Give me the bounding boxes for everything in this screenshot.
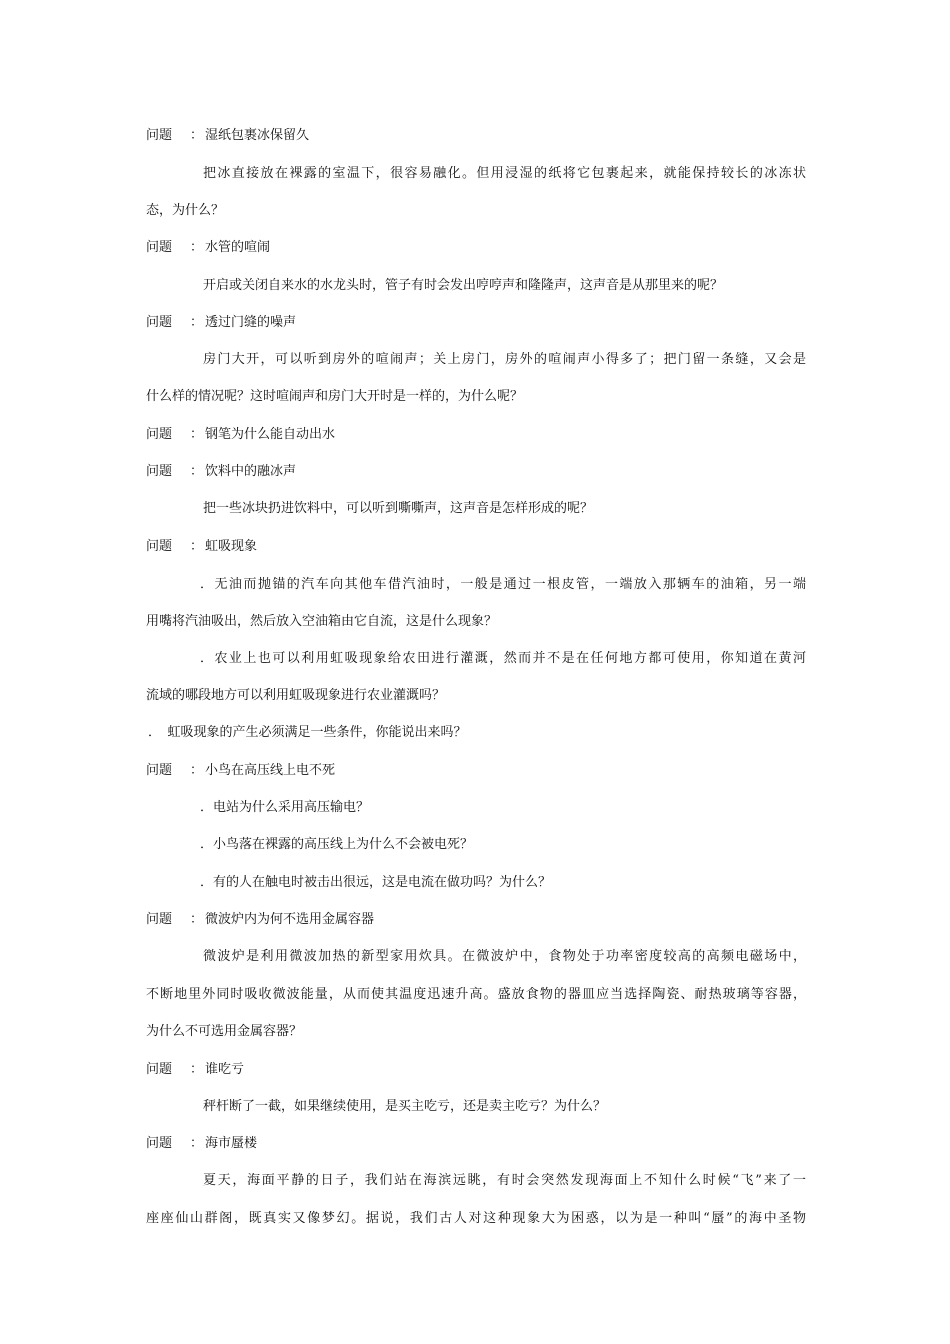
question-title: 水管的喧闹 xyxy=(205,240,271,255)
question-title: 谁吃亏 xyxy=(205,1062,245,1077)
document-page: 问题 ： 湿纸包裹冰保留久 把冰直接放在裸露的室温下，很容易融化。但用浸湿的纸将它包裹起来，就能保持较长的冰冻状 态，为什么？ 问题 ： 水管的喧闹 开启或关闭自来水的水龙头时，管子有时会发出哼哼声和隆隆声，这声音是从那里来的呢？ 问题 ： 透过门缝的噪声 房门大开，可以听到房外的喧闹声；关上房门，房外的喧闹声小得多了；把门留一条缝，又会是 什么样的情况呢？这时喧闹声和房门大开时是一样的，为什么呢？ 问题 ： 钢笔为什么能自动出水 问题 ： 饮料中的融冰声 把一些冰块扔进饮料中，可以听到嘶嘶声，这声音是怎样形成的呢？ 问题 ： 虹吸现象 ．无油而抛锚的汽车向其他车借汽油时，一般是通过一根皮管，一端放入那辆车的油箱，另一端 用嘴将汽油吸出，然后放入空油箱由它自流，这是什么现象？ ．农业上也可以利用虹吸现象给农田进行灌溉，然而并不是在任何地方都可使用，你知道在黄河 流域的哪段地方可以利用虹吸现象进行农业灌溉吗？ ． 虹吸现象的产生必须满足一些条件，你能说出来吗？ 问题 ： 小鸟在高压线上电不死 ．电站为什么采用高压输电？ ．小鸟落在裸露的高压线上为什么不会被电死？ ．有的人在触电时被击出很远，这是电流在做功吗？为什么？ 问题 ： 微波炉内为何不选用金属容器 微波炉是利用微波加热的新型家用炊具。在微波炉中，食物处于功率密度较高的高频电磁场中， 不断地里外同时吸收微波能量，从而使其温度迅速升高。盛放食物的器皿应当选择陶瓷、耐热玻璃等容器， 为什么不可选用金属容器？ 问题 ： 谁吃亏 秤杆断了一截，如果继续使用，是买主吃亏，还是卖主吃亏？为什么？ 问题 ： 海市蜃楼 夏天，海面平静的日子，我们站在海滨远眺，有时会突然发现海面上不知什么时候“飞”来了一 座座仙山群阁，既真实又像梦幻。据说，我们古人对这种现象大为困惑，以为是一种叫“蜃”的海中圣物 xyxy=(146,128,806,1226)
question-title: 微波炉内为何不选用金属容器 xyxy=(205,912,375,927)
question-title: 小鸟在高压线上电不死 xyxy=(205,763,336,778)
question-title: 海市蜃楼 xyxy=(205,1136,258,1151)
question-title: 饮料中的融冰声 xyxy=(205,464,297,479)
question-label: 问题 xyxy=(146,128,173,143)
question-title: 透过门缝的噪声 xyxy=(205,315,297,330)
question-title: 湿纸包裹冰保留久 xyxy=(205,128,310,143)
question-title: 虹吸现象 xyxy=(205,539,258,554)
question-title: 钢笔为什么能自动出水 xyxy=(205,427,336,442)
question-colon: ： xyxy=(190,128,204,143)
